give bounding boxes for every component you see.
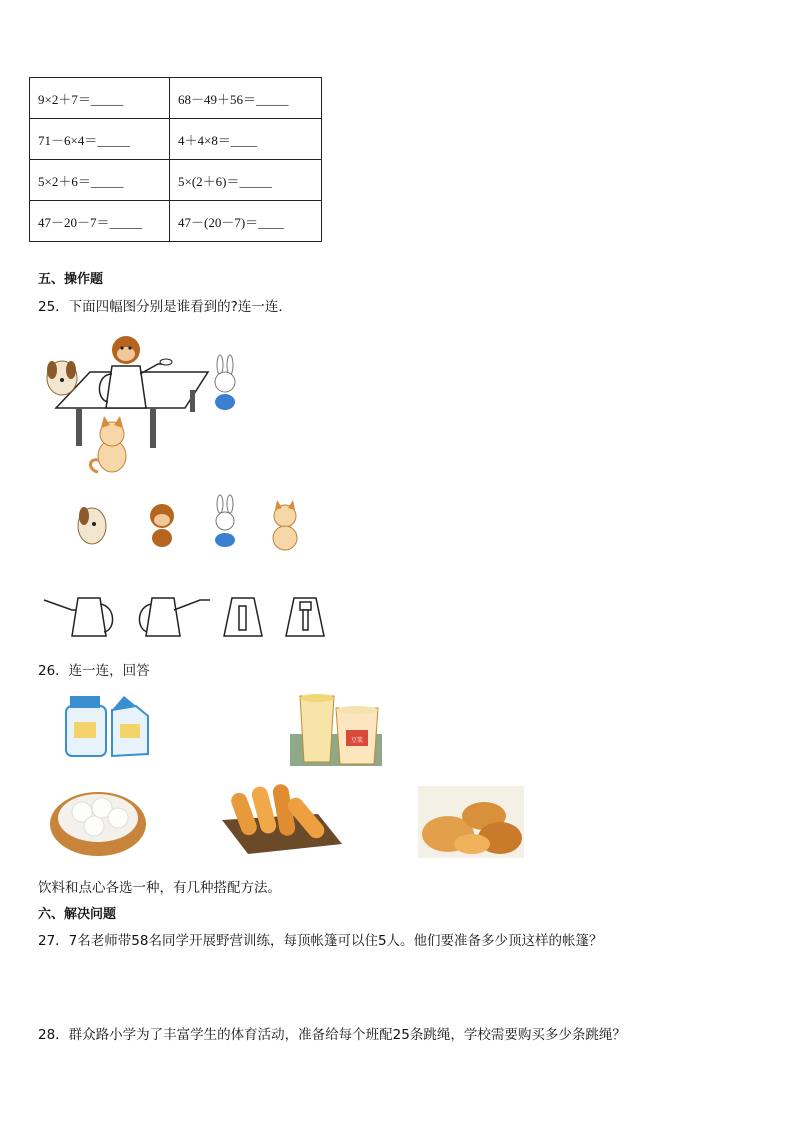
table-leg [76, 408, 82, 446]
rabbit-icon [215, 495, 235, 547]
table-cell: 5×(2＋6)＝_____ [170, 160, 322, 201]
jug-icon [106, 366, 146, 408]
table-cell: 47－20－7＝_____ [30, 201, 170, 242]
view-jug-right-icon [44, 598, 113, 636]
table-row [30, 119, 322, 160]
view-row [40, 592, 330, 642]
table-leg [150, 408, 156, 448]
cat-icon [91, 416, 127, 472]
question-26-prompt: 饮料和点心各选一种，有几种搭配方法。 [38, 880, 281, 896]
scene-illustration [40, 330, 260, 480]
soy-milk-cups-icon [290, 690, 382, 766]
table-row [30, 160, 322, 201]
table-cell: 47－(20－7)＝____ [170, 201, 322, 242]
bread-icon [418, 786, 524, 858]
table-cell: 4＋4×8＝____ [170, 119, 322, 160]
dog-icon [78, 507, 106, 544]
table-cell: 9×2＋7＝_____ [30, 78, 170, 119]
view-jug-left-icon [139, 598, 210, 636]
monkey-icon [112, 336, 140, 364]
question-26-title: 26．连一连，回答 [38, 663, 150, 679]
table-leg [190, 390, 195, 412]
section-title-problems: 六、解决问题 [38, 907, 117, 922]
table-cell: 68－49＋56＝_____ [170, 78, 322, 119]
question-27: 27．7名老师带58名同学开展野营训练，每顶帐篷可以住5人。他们要准备多少顶这样的帐篷？ [38, 933, 603, 949]
table-row [30, 78, 322, 119]
rabbit-icon [215, 355, 235, 410]
cat-icon [273, 500, 297, 550]
table-cell: 71－6×4＝_____ [30, 119, 170, 160]
monkey-icon [150, 504, 174, 547]
section-title-operations: 五、操作题 [38, 272, 104, 287]
animal-row [70, 494, 310, 554]
fried-dough-sticks-icon [218, 770, 346, 856]
milk-icon [60, 688, 160, 760]
cup-label: 豆浆 [351, 737, 364, 744]
question-28: 28．群众路小学为了丰富学生的体育活动，准备给每个班配25条跳绳，学校需要购买多少条跳绳？ [38, 1027, 626, 1043]
table-cell: 5×2＋6＝_____ [30, 160, 170, 201]
steamed-buns-icon [48, 774, 150, 860]
view-jug-front-icon [224, 598, 262, 636]
table-row [30, 201, 322, 242]
calc-table [29, 77, 322, 242]
dog-icon [47, 361, 77, 395]
view-jug-back-icon [286, 598, 324, 636]
question-25: 25．下面四幅图分别是谁看到的?连一连． [38, 299, 292, 315]
